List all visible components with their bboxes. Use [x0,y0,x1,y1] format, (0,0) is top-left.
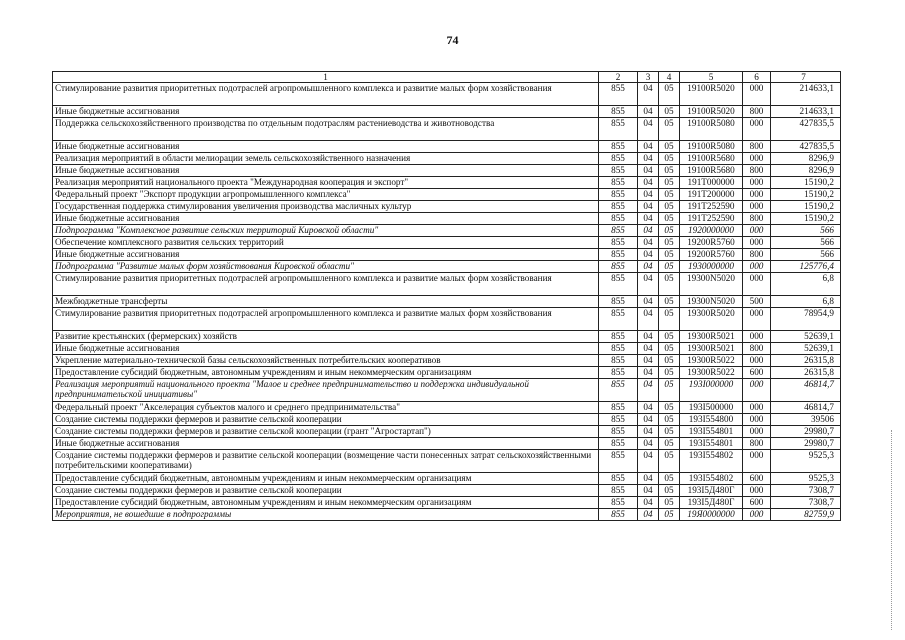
cell-name: Стимулирование развития приоритетных подотраслей агропромышленного комплекса и развитие малых форм хозяйствования [53,273,599,296]
table-row [53,485,841,497]
table-body [53,72,841,521]
cell-subsection: 05 [659,414,680,426]
cell-amount: 78954,9 [771,308,841,331]
cell-name: Подпрограмма "Развитие малых форм хозяйствования Кировской области" [53,261,599,273]
cell-amount: 6,8 [771,296,841,308]
cell-subsection: 05 [659,296,680,308]
table-row [53,165,841,177]
table-row [53,153,841,165]
cell-target-article: 19300R5021 [680,343,743,355]
cell-target-article: 193I554800 [680,414,743,426]
cell-expense-type: 800 [743,141,771,153]
cell-name: Предоставление субсидий бюджетным, автономным учреждениям и иным некоммерческим организациям [53,497,599,509]
cell-subsection: 05 [659,308,680,331]
cell-target-article: 193I554802 [680,473,743,485]
cell-expense-type: 600 [743,367,771,379]
cell-section: 04 [638,261,659,273]
cell-ministry-code: 855 [599,509,638,521]
cell-section: 04 [638,83,659,106]
cell-expense-type: 800 [743,343,771,355]
cell-section: 04 [638,189,659,201]
cell-amount: 46814,7 [771,379,841,402]
cell-subsection: 05 [659,343,680,355]
cell-ministry-code: 855 [599,402,638,414]
cell-name: Федеральный проект "Акселерация субъектов малого и среднего предпринимательства" [53,402,599,414]
cell-subsection: 05 [659,367,680,379]
table-row [53,331,841,343]
cell-target-article: 191T000000 [680,177,743,189]
cell-expense-type: 000 [743,225,771,237]
table-row [53,296,841,308]
cell-expense-type: 000 [743,153,771,165]
cell-expense-type: 000 [743,189,771,201]
table-row [53,414,841,426]
cell-name: Обеспечение комплексного развития сельских территорий [53,237,599,249]
cell-amount: 214633,1 [771,83,841,106]
cell-ministry-code: 855 [599,189,638,201]
cell-ministry-code: 855 [599,237,638,249]
cell-ministry-code: 855 [599,83,638,106]
cell-name: Иные бюджетные ассигнования [53,249,599,261]
cell-expense-type: 000 [743,118,771,141]
budget-table [52,71,841,521]
cell-section: 04 [638,296,659,308]
cell-amount: 6,8 [771,273,841,296]
cell-amount: 15190,2 [771,177,841,189]
cell-target-article: 193I554801 [680,426,743,438]
cell-amount: 39506 [771,414,841,426]
table-row [53,106,841,118]
cell-subsection: 05 [659,118,680,141]
cell-section: 04 [638,225,659,237]
cell-name: Развитие крестьянских (фермерских) хозяйств [53,331,599,343]
cell-ministry-code: 855 [599,261,638,273]
cell-name: Поддержка сельскохозяйственного производства по отдельным подотраслям растениеводства и животноводства [53,118,599,141]
cell-ministry-code: 855 [599,153,638,165]
table-row [53,177,841,189]
cell-target-article: 19100R5080 [680,141,743,153]
table-row [53,402,841,414]
cell-target-article: 193I500000 [680,402,743,414]
cell-amount: 125776,4 [771,261,841,273]
cell-name: Реализация мероприятий национального проекта "Международная кооперация и экспорт" [53,177,599,189]
cell-amount: 29980,7 [771,438,841,450]
cell-section: 04 [638,367,659,379]
cell-subsection: 05 [659,402,680,414]
cell-ministry-code: 855 [599,141,638,153]
cell-section: 04 [638,308,659,331]
cell-section: 04 [638,497,659,509]
cell-ministry-code: 855 [599,438,638,450]
cell-section: 04 [638,379,659,402]
cell-subsection: 05 [659,497,680,509]
table-row [53,473,841,485]
cell-subsection: 05 [659,237,680,249]
cell-target-article: 193I000000 [680,379,743,402]
cell-ministry-code: 855 [599,473,638,485]
cell-expense-type: 000 [743,331,771,343]
cell-ministry-code: 855 [599,355,638,367]
cell-ministry-code: 855 [599,106,638,118]
cell-name: Мероприятия, не вошедшие в подпрограммы [53,509,599,521]
cell-ministry-code: 855 [599,308,638,331]
cell-amount: 427835,5 [771,141,841,153]
table-row [53,201,841,213]
cell-name: Предоставление субсидий бюджетным, автономным учреждениям и иным некоммерческим организациям [53,367,599,379]
table-row [53,237,841,249]
table-row [53,141,841,153]
cell-expense-type: 800 [743,249,771,261]
cell-expense-type: 000 [743,450,771,473]
cell-name: Иные бюджетные ассигнования [53,438,599,450]
cell-expense-type: 800 [743,165,771,177]
cell-section: 04 [638,237,659,249]
cell-section: 04 [638,213,659,225]
cell-section: 04 [638,201,659,213]
cell-target-article: 19300N5020 [680,296,743,308]
cell-expense-type: 000 [743,509,771,521]
cell-subsection: 05 [659,213,680,225]
cell-amount: 9525,3 [771,473,841,485]
cell-ministry-code: 855 [599,450,638,473]
cell-subsection: 05 [659,485,680,497]
cell-expense-type: 800 [743,106,771,118]
cell-expense-type: 800 [743,438,771,450]
cell-section: 04 [638,355,659,367]
table-row [53,308,841,331]
table-row [53,83,841,106]
column-number: 3 [638,72,659,83]
cell-expense-type: 600 [743,497,771,509]
cell-expense-type: 000 [743,485,771,497]
cell-name: Создание системы поддержки фермеров и развитие сельской кооперации [53,485,599,497]
cell-section: 04 [638,509,659,521]
cell-target-article: 19100R5680 [680,153,743,165]
cell-subsection: 05 [659,83,680,106]
cell-amount: 15190,2 [771,213,841,225]
cell-name: Иные бюджетные ассигнования [53,165,599,177]
cell-subsection: 05 [659,165,680,177]
column-number: 7 [771,72,841,83]
cell-subsection: 05 [659,201,680,213]
column-number: 5 [680,72,743,83]
cell-target-article: 19100R5080 [680,118,743,141]
table-row [53,213,841,225]
cell-ministry-code: 855 [599,225,638,237]
cell-name: Иные бюджетные ассигнования [53,141,599,153]
table-row [53,225,841,237]
cell-target-article: 19300R5020 [680,308,743,331]
cell-ministry-code: 855 [599,414,638,426]
cell-amount: 26315,8 [771,367,841,379]
cell-amount: 46814,7 [771,402,841,414]
cell-expense-type: 000 [743,308,771,331]
cell-amount: 15190,2 [771,201,841,213]
cell-expense-type: 000 [743,201,771,213]
cell-subsection: 05 [659,438,680,450]
cell-expense-type: 000 [743,83,771,106]
cell-subsection: 05 [659,355,680,367]
cell-expense-type: 000 [743,402,771,414]
cell-subsection: 05 [659,426,680,438]
table-row [53,189,841,201]
table-row [53,497,841,509]
cell-expense-type: 000 [743,355,771,367]
cell-ministry-code: 855 [599,367,638,379]
cell-subsection: 05 [659,450,680,473]
cell-ministry-code: 855 [599,177,638,189]
cell-target-article: 19300R5022 [680,367,743,379]
cell-target-article: 19200R5760 [680,237,743,249]
cell-section: 04 [638,165,659,177]
cell-section: 04 [638,273,659,296]
cell-name: Укрепление материально-технической базы сельскохозяйственных потребительских кооперативов [53,355,599,367]
cell-name: Реализация мероприятий национального проекта "Малое и среднее предпринимательство и поддержка индивидуальной предпринимательской инициативы" [53,379,599,402]
cell-subsection: 05 [659,141,680,153]
cell-target-article: 19100R5020 [680,106,743,118]
cell-target-article: 19300R5022 [680,355,743,367]
cell-name: Стимулирование развития приоритетных подотраслей агропромышленного комплекса и развитие малых форм хозяйствования [53,83,599,106]
cell-expense-type: 000 [743,379,771,402]
cell-subsection: 05 [659,273,680,296]
cell-name: Создание системы поддержки фермеров и развитие сельской кооперации [53,414,599,426]
table-row [53,249,841,261]
column-number: 2 [599,72,638,83]
cell-target-article: 193I554802 [680,450,743,473]
cell-target-article: 1920000000 [680,225,743,237]
cell-amount: 7308,7 [771,497,841,509]
column-number: 6 [743,72,771,83]
cell-ministry-code: 855 [599,273,638,296]
cell-name: Стимулирование развития приоритетных подотраслей агропромышленного комплекса и развитие малых форм хозяйствования [53,308,599,331]
cell-amount: 29980,7 [771,426,841,438]
cell-amount: 8296,9 [771,153,841,165]
cell-name: Межбюджетные трансферты [53,296,599,308]
cell-target-article: 19Я0000000 [680,509,743,521]
cell-target-article: 19100R5020 [680,83,743,106]
cell-amount: 8296,9 [771,165,841,177]
scan-margin-mark [891,430,896,630]
cell-name: Федеральный проект "Экспорт продукции агропромышленного комплекса" [53,189,599,201]
page-number: 74 [446,33,459,47]
cell-subsection: 05 [659,153,680,165]
cell-ministry-code: 855 [599,118,638,141]
cell-name: Иные бюджетные ассигнования [53,106,599,118]
cell-section: 04 [638,118,659,141]
cell-subsection: 05 [659,473,680,485]
table-row [53,509,841,521]
cell-expense-type: 500 [743,296,771,308]
cell-section: 04 [638,426,659,438]
cell-subsection: 05 [659,177,680,189]
cell-target-article: 19200R5760 [680,249,743,261]
cell-ministry-code: 855 [599,379,638,402]
cell-amount: 566 [771,225,841,237]
cell-section: 04 [638,473,659,485]
cell-amount: 52639,1 [771,331,841,343]
cell-name: Создание системы поддержки фермеров и развитие сельской кооперации (грант "Агростартап") [53,426,599,438]
column-number-row [53,72,841,83]
column-number: 1 [53,72,599,83]
cell-ministry-code: 855 [599,213,638,225]
cell-target-article: 19100R5680 [680,165,743,177]
cell-amount: 214633,1 [771,106,841,118]
cell-ministry-code: 855 [599,426,638,438]
cell-section: 04 [638,450,659,473]
cell-subsection: 05 [659,379,680,402]
cell-expense-type: 000 [743,414,771,426]
cell-ministry-code: 855 [599,497,638,509]
table-row [53,343,841,355]
cell-subsection: 05 [659,331,680,343]
cell-expense-type: 000 [743,426,771,438]
cell-section: 04 [638,331,659,343]
cell-name: Предоставление субсидий бюджетным, автономным учреждениям и иным некоммерческим организациям [53,473,599,485]
cell-section: 04 [638,177,659,189]
cell-expense-type: 000 [743,177,771,189]
cell-subsection: 05 [659,225,680,237]
table-row [53,450,841,473]
cell-amount: 15190,2 [771,189,841,201]
cell-target-article: 191T252590 [680,213,743,225]
cell-ministry-code: 855 [599,343,638,355]
cell-amount: 427835,5 [771,118,841,141]
cell-subsection: 05 [659,249,680,261]
cell-amount: 7308,7 [771,485,841,497]
table-row [53,355,841,367]
cell-subsection: 05 [659,189,680,201]
cell-section: 04 [638,414,659,426]
cell-amount: 9525,3 [771,450,841,473]
cell-target-article: 193I5Д480Г [680,485,743,497]
cell-section: 04 [638,106,659,118]
cell-target-article: 191T252590 [680,201,743,213]
cell-section: 04 [638,485,659,497]
cell-ministry-code: 855 [599,165,638,177]
cell-expense-type: 000 [743,237,771,249]
cell-name: Иные бюджетные ассигнования [53,343,599,355]
cell-subsection: 05 [659,261,680,273]
cell-expense-type: 000 [743,261,771,273]
cell-section: 04 [638,343,659,355]
cell-name: Реализация мероприятий в области мелиорации земель сельскохозяйственного назначения [53,153,599,165]
cell-ministry-code: 855 [599,485,638,497]
cell-subsection: 05 [659,509,680,521]
cell-ministry-code: 855 [599,296,638,308]
cell-subsection: 05 [659,106,680,118]
cell-section: 04 [638,438,659,450]
cell-section: 04 [638,402,659,414]
table-row [53,379,841,402]
cell-target-article: 19300R5021 [680,331,743,343]
table-row [53,426,841,438]
table-row [53,273,841,296]
cell-section: 04 [638,141,659,153]
cell-amount: 566 [771,249,841,261]
column-number: 4 [659,72,680,83]
cell-amount: 82759,9 [771,509,841,521]
cell-name: Иные бюджетные ассигнования [53,213,599,225]
cell-target-article: 193I5Д480Г [680,497,743,509]
cell-target-article: 1930000000 [680,261,743,273]
cell-section: 04 [638,249,659,261]
table-row [53,118,841,141]
table-row [53,367,841,379]
cell-amount: 26315,8 [771,355,841,367]
cell-name: Подпрограмма "Комплексное развитие сельских территорий Кировской области" [53,225,599,237]
cell-expense-type: 000 [743,273,771,296]
cell-expense-type: 600 [743,473,771,485]
cell-target-article: 191T200000 [680,189,743,201]
cell-target-article: 193I554801 [680,438,743,450]
table-row [53,438,841,450]
cell-amount: 566 [771,237,841,249]
cell-name: Государственная поддержка стимулирования увеличения производства масличных культур [53,201,599,213]
cell-amount: 52639,1 [771,343,841,355]
cell-target-article: 19300N5020 [680,273,743,296]
cell-expense-type: 800 [743,213,771,225]
cell-ministry-code: 855 [599,249,638,261]
cell-name: Создание системы поддержки фермеров и развитие сельской кооперации (возмещение части понесенных затрат сельскохозяйственными потребительскими кооперативами) [53,450,599,473]
cell-ministry-code: 855 [599,331,638,343]
cell-section: 04 [638,153,659,165]
cell-ministry-code: 855 [599,201,638,213]
table-row [53,261,841,273]
